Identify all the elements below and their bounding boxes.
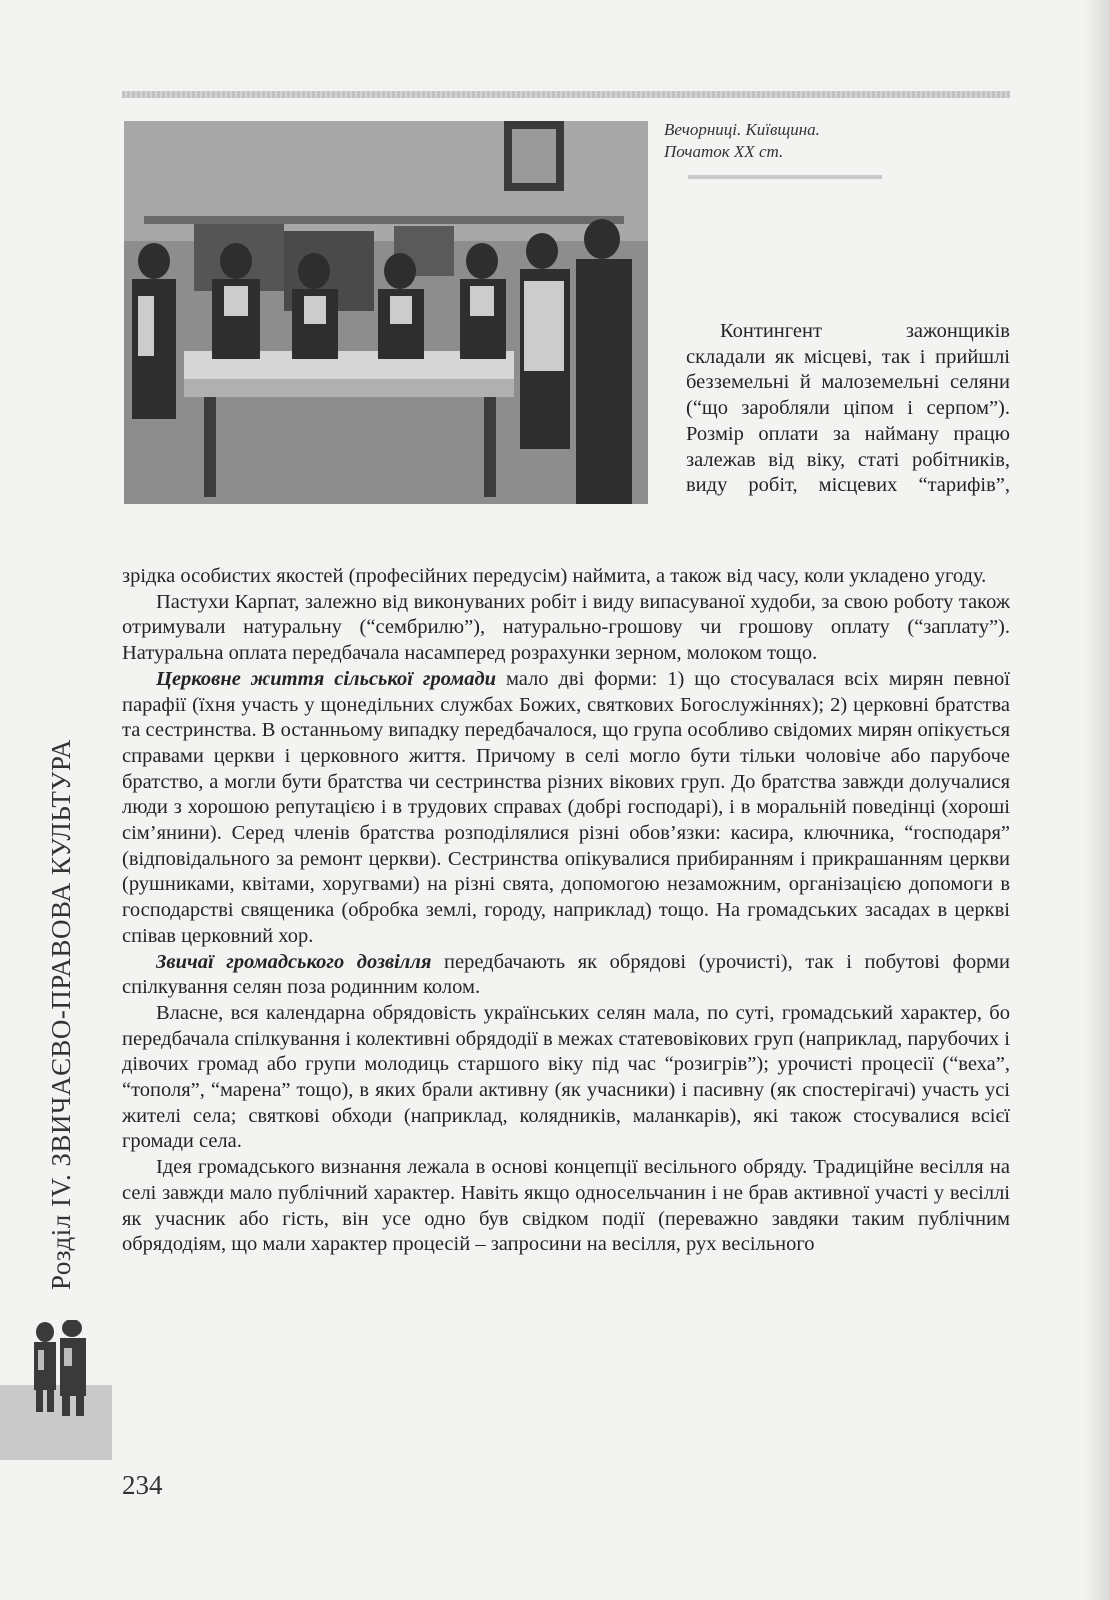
paragraph-2 [122,667,1010,950]
header-rule [122,91,1010,98]
paragraph-3 [122,950,1010,1001]
paragraph-5: Ідея громадського визнання лежала в основі концепції весільного обряду. Традиційне весілля на селі завжди мало публічний характер. Навіть якщо односельчанин і не брав активної участі у весіллі як учасник або гість, він усе одно був свідком події (переважно завдяки таким публічним обрядодіям, що мали характер процесій – запросини на весілля, рух весільного [122,1156,1010,1256]
side-figures-illustration [0,1320,112,1460]
column-text [686,319,1010,499]
paragraph-3-heading: Звичаї громадського дозвілля [156,950,432,973]
paragraph-2-heading: Церковне життя сільської громади [156,667,497,690]
section-title-vertical: Розділ IV. ЗВИЧАЄВО-ПРАВОВА КУЛЬТУРА [46,738,76,1290]
main-text [122,564,1010,1258]
caption-rule [688,175,882,179]
caption-line-1: Вечорниці. Київщина. [664,120,820,139]
paragraph-2-text: мало дві форми: 1) що стосувалася всіх мирян певної парафії (їхня участь у щонедільних службах Божих, святкових Богослужіннях); 2) церковні братства та сестринства. В останньому випадку передбачалося, що група особливо свідомих мирян опікується справами церкви і церковного життя. Причому в селі могло бути тільки чоловіче або парубоче братство, а могли бути братства чи сестринства різних вікових груп. До братства завжди долучалися люди з хорошою репутацією і в трудових справах (добрі господарі), і в моральній поведінці (хороші сім’янини). Серед членів братства розподілялися різні обов’язки: касира, ключника, “господаря” (відповідального за ремонт церкви). Сестринства опікувалися прибиранням і прикрашанням церкви (рушниками, квітами, хоругвами) на різні свята, допомогою незаможним, організацією допомоги в господарстві священика (обробка землі, городу, наприклад) тощо. На громадських засадах в церкві співав церковний хор. [122,667,1010,947]
paragraph-0: зрідка особистих якостей (професійних передусім) наймита, а також від часу, коли укладено угоду. [122,565,987,587]
column-paragraph: Контингент зажонщиків складали як місцеві, так і прийшлі безземельні й малоземельні селяни (“що заробляли ціпом і серпом”). Розмір оплати за найману працю залежав від віку, статі робітників, виду робіт, місцевих “тарифів”, [686,320,1010,497]
figure-photo-vechornytsi [124,121,648,504]
page-number: 234 [122,1470,163,1500]
figure-caption [664,119,1004,163]
paragraph-4: Власне, вся календарна обрядовість українських селян мала, по суті, громадський характер, бо передбачала спілкування і колективні обрядодії в межах статевовікових груп (наприклад, парубочих і дівочих громад або групи молодиць старшого віку під час “розигрів”); урочисті процесії (“веха”, “тополя”, “марена” тощо), в яких брали активну (як учасники) і пасивну (як спостерігачі) участь усі жителі села; святкові обходи (наприклад, колядників, маланкарів), які також стосувалися всієї громади села. [122,1001,1010,1153]
page-edge-shadow [1084,0,1110,1600]
paragraph-3-text: передбачають як обрядові (урочисті), так і побутові форми спілкування селян поза родинним колом. [122,950,1010,999]
paragraph-1: Пастухи Карпат, залежно від виконуваних робіт і виду випасуваної худоби, за свою роботу також отримували натуральну (“сембрилю”), натурально-грошову чи грошову оплату (“заплату”). Натуральна оплата передбачала насамперед розрахунки зерном, молоком тощо. [122,590,1010,665]
caption-line-2: Початок XX ст. [664,142,784,161]
